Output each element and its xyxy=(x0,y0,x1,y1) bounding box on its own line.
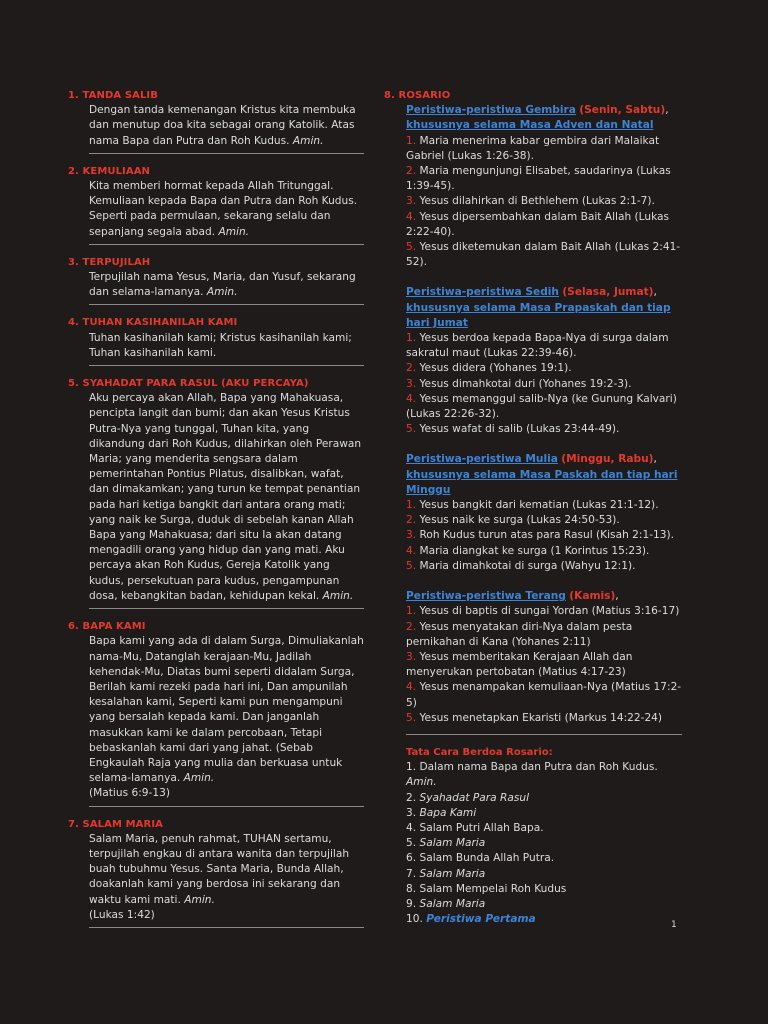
tata-step xyxy=(406,791,682,806)
mystery-season-link[interactable]: khususnya selama Masa Paskah dan tiap hari Minggu xyxy=(406,468,678,496)
spacer xyxy=(406,270,682,285)
mystery-number: 1. xyxy=(406,605,417,618)
divider xyxy=(89,153,364,154)
section-bapa-kami xyxy=(68,619,364,806)
step-text: Salam Putri Allah Bapa. xyxy=(419,821,544,834)
mystery-group-heading xyxy=(406,285,682,331)
mystery-item xyxy=(406,620,682,650)
mystery-days: (Kamis) xyxy=(569,590,616,603)
step-italic: Salam Maria xyxy=(419,837,486,850)
mystery-text: Yesus naik ke surga (Lukas 24:50-53). xyxy=(419,514,620,527)
heading-separator: , xyxy=(615,590,619,603)
mystery-number: 2. xyxy=(406,514,417,527)
mystery-text: Yesus bangkit dari kematian (Lukas 21:1-12). xyxy=(419,499,659,512)
mystery-group xyxy=(406,270,682,437)
mystery-text: Yesus menampakan kemuliaan-Nya (Matius 17:2-5) xyxy=(406,681,682,709)
mystery-item xyxy=(406,498,682,513)
mystery-number: 4. xyxy=(406,681,417,694)
mystery-text: Yesus menyatakan diri-Nya dalam pesta pernikahan di Kana (Yohanes 2:11) xyxy=(406,620,633,648)
mystery-group-link[interactable]: Peristiwa-peristiwa Gembira xyxy=(406,104,576,117)
mystery-text: Maria dimahkotai di surga (Wahyu 12:1). xyxy=(419,559,636,572)
mystery-item xyxy=(406,528,682,543)
mystery-item xyxy=(406,134,682,164)
section-tuhan-kasihanilah xyxy=(68,315,364,366)
divider xyxy=(89,304,364,305)
step-text: Salam Mempelai Roh Kudus xyxy=(419,882,567,895)
mystery-item xyxy=(406,544,682,559)
mystery-text: Yesus diketemukan dalam Bait Allah (Lukas 2:41-52). xyxy=(406,241,681,269)
mystery-item xyxy=(406,559,682,574)
mystery-number: 5. xyxy=(406,711,417,724)
step-number: 5. xyxy=(406,837,417,850)
spacer xyxy=(406,437,682,452)
tata-step xyxy=(406,867,682,882)
mystery-text: Yesus didera (Yohanes 19:1). xyxy=(419,362,572,375)
amin-text: Amin. xyxy=(218,225,250,238)
mystery-item xyxy=(406,513,682,528)
mystery-number: 3. xyxy=(406,195,417,208)
amin-text: Amin. xyxy=(206,286,238,299)
prayer-text: Kita memberi hormat kepada Allah Tritunggal. Kemuliaan kepada Bapa dan Putra dan Roh Kudus. Seperti pada permulaan, sekarang selalu dan sepanjang segala abad. xyxy=(89,180,358,238)
prayer-text: Bapa kami yang ada di dalam Surga, Dimuliakanlah nama-Mu, Datanglah kerajaan-Mu, Jadilah kehendak-Mu, Diatas bumi seperti didalam Surga, Berilah kami rezeki pada hari ini, Dan ampunilah kesalahan kami, Seperti kami pun mengampuni yang bersalah kepada kami. Dan janganlah masukkan kami ke dalam percobaan, Tetapi bebaskanlah kami dari yang jahat. (Sebab Engkaulah Raja yang mulia dan berkuasa untuk selama-lamanya. xyxy=(89,635,364,785)
mystery-item xyxy=(406,680,682,710)
scripture-reference: (Lukas 1:42) xyxy=(89,908,155,921)
mystery-number: 2. xyxy=(406,165,417,178)
mystery-number: 1. xyxy=(406,134,417,147)
mystery-item xyxy=(406,604,682,619)
mystery-item xyxy=(406,194,682,209)
mystery-number: 1. xyxy=(406,499,417,512)
right-column xyxy=(384,88,682,927)
mystery-number: 3. xyxy=(406,529,417,542)
mystery-item xyxy=(406,240,682,270)
step-number: 7. xyxy=(406,867,417,880)
mystery-text: Yesus di baptis di sungai Yordan (Matius 3:16-17) xyxy=(419,605,680,618)
mystery-group-link[interactable]: Peristiwa-peristiwa Mulia xyxy=(406,453,558,466)
mystery-number: 5. xyxy=(406,241,417,254)
step-italic: Bapa Kami xyxy=(419,806,477,819)
prayer-text: Terpujilah nama Yesus, Maria, dan Yusuf, sekarang dan selama-lamanya. xyxy=(89,271,356,299)
mystery-number: 5. xyxy=(406,423,417,436)
step-italic[interactable]: Peristiwa Pertama xyxy=(426,913,536,926)
mystery-number: 1. xyxy=(406,332,417,345)
prayer-text: Dengan tanda kemenangan Kristus kita membuka dan menutup doa kita sebagai orang Katolik. Atas nama Bapa dan Putra dan Roh Kudus. xyxy=(89,104,356,147)
amin-text: Amin. xyxy=(184,893,215,906)
divider xyxy=(89,244,364,245)
mystery-number: 4. xyxy=(406,392,417,405)
section-title: 6. BAPA KAMI xyxy=(68,621,146,633)
section-terpujilah xyxy=(68,255,364,306)
tata-step xyxy=(406,851,682,866)
section-title: 5. SYAHADAT PARA RASUL (AKU PERCAYA) xyxy=(68,378,309,390)
amin-text: Amin. xyxy=(183,772,215,785)
step-italic: Salam Maria xyxy=(419,867,486,880)
mystery-days: (Selasa, Jumat) xyxy=(562,286,654,299)
step-number: 2. xyxy=(406,791,417,804)
mystery-number: 5. xyxy=(406,559,417,572)
tata-cara-title: Tata Cara Berdoa Rosario: xyxy=(406,746,553,758)
mystery-text: Yesus berdoa kepada Bapa-Nya di surga dalam sakratul maut (Lukas 22:39-46). xyxy=(406,332,669,360)
divider xyxy=(89,608,364,609)
heading-separator: , xyxy=(653,286,657,299)
mystery-number: 3. xyxy=(406,650,417,663)
mystery-text: Yesus dipersembahkan dalam Bait Allah (Lukas 2:22-40). xyxy=(406,210,670,238)
mystery-text: Yesus menetapkan Ekaristi (Markus 14:22-24) xyxy=(419,711,663,724)
prayer-text: Salam Maria, penuh rahmat, TUHAN sertamu, terpujilah engkau di antara wanita dan terpujilah buah tubuhmu Yesus. Santa Maria, Bunda Allah, doakanlah kami yang berdosa ini sekarang dan waktu kami mati. xyxy=(89,832,350,906)
mystery-number: 2. xyxy=(406,620,417,633)
step-text: Salam Bunda Allah Putra. xyxy=(419,852,555,865)
step-italic: Amin. xyxy=(406,776,437,789)
scripture-reference: (Matius 6:9-13) xyxy=(89,787,170,800)
mystery-days: (Minggu, Rabu) xyxy=(561,453,654,466)
mystery-season-link[interactable]: khususnya selama Masa Adven dan Natal xyxy=(406,119,654,132)
tata-step xyxy=(406,806,682,821)
tata-cara-steps xyxy=(406,760,682,927)
left-column xyxy=(68,88,364,938)
tata-step xyxy=(406,912,682,927)
rosario-mysteries xyxy=(384,103,682,726)
tata-step xyxy=(406,821,682,836)
mystery-text: Yesus dilahirkan di Bethlehem (Lukas 2:1-7). xyxy=(419,195,655,208)
mystery-group-heading xyxy=(406,452,682,498)
tata-step xyxy=(406,897,682,912)
step-text: Dalam nama Bapa dan Putra dan Roh Kudus. xyxy=(419,761,658,774)
spacer xyxy=(406,574,682,589)
divider xyxy=(89,806,364,807)
page-number: 1 xyxy=(671,920,677,930)
divider xyxy=(89,365,364,366)
mystery-days: (Senin, Sabtu) xyxy=(579,104,666,117)
mystery-text: Maria menerima kabar gembira dari Malaikat Gabriel (Lukas 1:26-38). xyxy=(406,134,660,162)
tata-cara xyxy=(384,745,682,927)
mystery-number: 2. xyxy=(406,362,417,375)
tata-step xyxy=(406,760,682,790)
mystery-item xyxy=(406,164,682,194)
amin-text: Amin. xyxy=(292,134,324,147)
step-italic: Syahadat Para Rasul xyxy=(419,791,530,804)
prayer-text: Aku percaya akan Allah, Bapa yang Mahakuasa, pencipta langit dan bumi; dan akan Yesus Kristus Putra-Nya yang tunggal, Tuhan kita, yang dikandung dari Roh Kudus, dilahirkan oleh Perawan Maria; yang menderita sengsara dalam pemerintahan Pontius Pilatus, disalibkan, wafat, dan dimakamkan; yang turun ke tempat penantian pada hari ketiga bangkit dari antara orang mati; yang naik ke Surga, duduk di sebelah kanan Allah Bapa yang Mahakuasa; dari situ Ia akan datang mengadili orang yang hidup dan yang mati. Aku percaya akan Roh Kudus, Gereja Katolik yang kudus, persekutuan para kudus, pengampunan dosa, kebangkitan badan, kehidupan kekal. xyxy=(89,392,362,602)
step-number: 9. xyxy=(406,897,417,910)
mystery-group-link[interactable]: Peristiwa-peristiwa Terang xyxy=(406,590,566,603)
mystery-text: Maria diangkat ke surga (1 Korintus 15:23). xyxy=(419,544,650,557)
divider xyxy=(406,734,682,735)
mystery-season-link[interactable]: khususnya selama Masa Prapaskah dan tiap hari Jumat xyxy=(406,301,671,329)
step-italic: Salam Maria xyxy=(419,897,486,910)
section-salam-maria xyxy=(68,817,364,928)
tata-step xyxy=(406,836,682,851)
mystery-group-link[interactable]: Peristiwa-peristiwa Sedih xyxy=(406,286,559,299)
mystery-item xyxy=(406,711,682,726)
mystery-item xyxy=(406,650,682,680)
mystery-number: 4. xyxy=(406,210,417,223)
section-title: 4. TUHAN KASIHANILAH KAMI xyxy=(68,317,238,329)
step-number: 4. xyxy=(406,821,417,834)
mystery-text: Yesus memberitakan Kerajaan Allah dan menyerukan pertobatan (Matius 4:17-23) xyxy=(406,650,633,679)
section-tanda-salib xyxy=(68,88,364,154)
section-title: 2. KEMULIAAN xyxy=(68,165,151,177)
mystery-item xyxy=(406,392,682,422)
tata-step xyxy=(406,882,682,897)
mystery-number: 4. xyxy=(406,544,417,557)
step-number: 10. xyxy=(406,913,423,926)
heading-separator: , xyxy=(665,104,669,117)
mystery-number: 3. xyxy=(406,377,417,390)
mystery-text: Maria mengunjungi Elisabet, saudarinya (Lukas 1:39-45). xyxy=(406,165,671,193)
mystery-group-heading xyxy=(406,589,682,604)
section-title: 3. TERPUJILAH xyxy=(68,256,151,268)
mystery-item xyxy=(406,210,682,240)
mystery-text: Yesus wafat di salib (Lukas 23:44-49). xyxy=(419,423,620,436)
section-kemuliaan xyxy=(68,164,364,245)
section-title: 8. ROSARIO xyxy=(384,90,451,101)
step-number: 3. xyxy=(406,806,417,819)
mystery-group xyxy=(406,437,682,574)
mystery-item xyxy=(406,361,682,376)
mystery-text: Roh Kudus turun atas para Rasul (Kisah 2:1-13). xyxy=(419,529,674,542)
mystery-text: Yesus memanggul salib-Nya (ke Gunung Kalvari) (Lukas 22:26-32). xyxy=(406,392,677,421)
section-title: 1. TANDA SALIB xyxy=(68,90,158,101)
divider xyxy=(89,927,364,928)
mystery-item xyxy=(406,422,682,437)
section-title: 7. SALAM MARIA xyxy=(68,818,163,830)
mystery-group-heading xyxy=(406,103,682,133)
mystery-group xyxy=(406,574,682,726)
step-number: 1. xyxy=(406,761,417,774)
mystery-item xyxy=(406,331,682,361)
section-syahadat xyxy=(68,376,364,609)
mystery-item xyxy=(406,377,682,392)
mystery-text: Yesus dimahkotai duri (Yohanes 19:2-3). xyxy=(419,377,632,390)
step-number: 8. xyxy=(406,882,417,895)
mystery-group xyxy=(406,103,682,270)
heading-separator: , xyxy=(653,453,657,466)
amin-text: Amin. xyxy=(322,589,354,602)
step-number: 6. xyxy=(406,852,417,865)
prayer-text: Tuhan kasihanilah kami; Kristus kasihanilah kami; Tuhan kasihanilah kami. xyxy=(89,331,352,359)
